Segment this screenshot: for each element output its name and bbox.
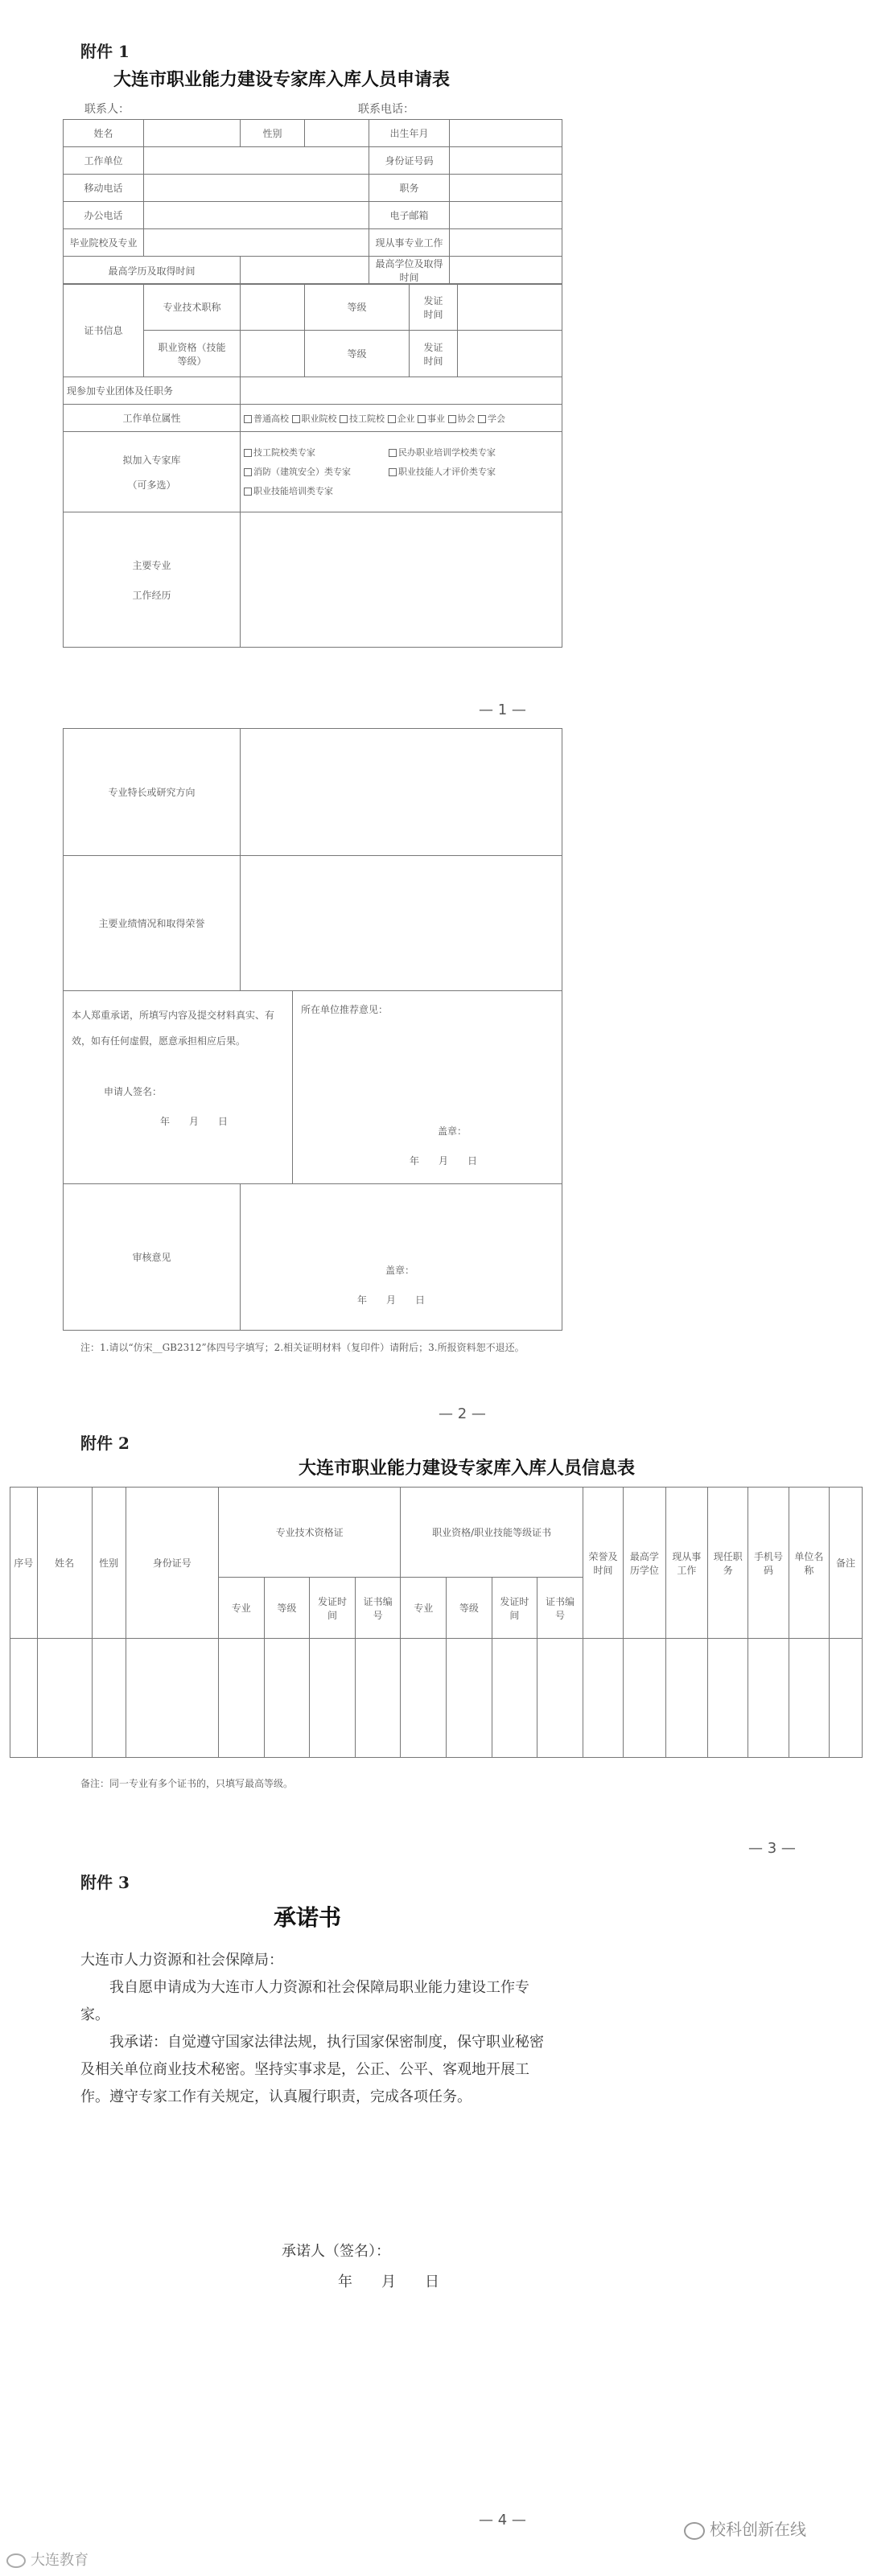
form-note: 注：1.请以“仿宋__GB2312”体四号字填写；2.相关证明材料（复印件）请附后；3.所报资料恕不退还。 xyxy=(80,1342,525,1353)
unit-option-4[interactable]: 企业 xyxy=(388,414,415,424)
birth-cell[interactable] xyxy=(450,120,562,147)
commitment-title: 承诺书 xyxy=(274,1904,342,1931)
employer-label: 工作单位 xyxy=(64,147,144,175)
issue-time-cell-2[interactable] xyxy=(458,331,562,377)
col-qual-issue: 发证时间 xyxy=(492,1578,537,1639)
page-number-2: — 2 — xyxy=(439,1405,486,1422)
achievement-label: 主要业绩情况和取得荣誉 xyxy=(64,856,241,991)
social-role-cell[interactable] xyxy=(241,377,562,405)
col-honor: 荣誉及时间 xyxy=(583,1488,623,1639)
qualification-label: 职业资格（技能 等级） xyxy=(144,331,241,377)
email-label: 电子邮箱 xyxy=(369,202,450,229)
table-row[interactable] xyxy=(10,1639,863,1758)
issue-time-label-2: 发证 时间 xyxy=(410,331,458,377)
wechat-icon xyxy=(684,2522,705,2540)
certificate-table xyxy=(63,283,562,648)
annex-2-label: 附件 2 xyxy=(80,1434,130,1453)
unit-type-options xyxy=(241,405,562,432)
annex-3-label: 附件 3 xyxy=(80,1873,130,1892)
col-name: 姓名 xyxy=(37,1488,92,1639)
col-qual-certno: 证书编号 xyxy=(537,1578,583,1639)
issue-time-label-1: 发证 时间 xyxy=(410,284,458,331)
signer-date: 年 月 日 xyxy=(338,2274,439,2290)
position-label: 职务 xyxy=(369,175,450,202)
social-role-label: 现参加专业团体及任职务 xyxy=(64,377,241,405)
issue-time-cell-1[interactable] xyxy=(458,284,562,331)
recommend-label: 所在单位推荐意见： xyxy=(301,1004,389,1015)
col-qual-cert: 职业资格/职业技能等级证书 xyxy=(401,1488,583,1578)
applicant-sign-label: 申请人签名： xyxy=(104,1086,163,1097)
col-tech-cert: 专业技术资格证 xyxy=(218,1488,400,1578)
unit-option-3[interactable]: 技工院校 xyxy=(340,414,385,424)
qualification-cell[interactable] xyxy=(241,331,305,377)
review-label: 审核意见 xyxy=(64,1184,241,1331)
gender-cell[interactable] xyxy=(305,120,369,147)
school-major-cell[interactable] xyxy=(144,229,369,257)
achievement-cell[interactable] xyxy=(241,856,562,991)
office-phone-label: 办公电话 xyxy=(64,202,144,229)
col-tech-issue: 发证时间 xyxy=(310,1578,356,1639)
col-position: 现任职务 xyxy=(708,1488,748,1639)
signer-label: 承诺人（签名）： xyxy=(282,2243,390,2260)
current-major-label: 现从事专业工作 xyxy=(369,229,450,257)
page-number-4: — 4 — xyxy=(479,2512,526,2529)
info-table xyxy=(10,1487,863,1758)
info-table-title: 大连市职业能力建设专家库入库人员信息表 xyxy=(298,1458,635,1479)
name-cell[interactable] xyxy=(144,120,241,147)
col-qual-grade: 等级 xyxy=(447,1578,492,1639)
review-cell[interactable] xyxy=(241,1184,562,1331)
commitment-para-1: 我自愿申请成为大连市人力资源和社会保障局职业能力建设工作专家。 xyxy=(80,1979,529,2023)
col-gender: 性别 xyxy=(92,1488,126,1639)
unit-option-6[interactable]: 协会 xyxy=(448,414,476,424)
col-current-work: 现从事工作 xyxy=(665,1488,707,1639)
join-option-3[interactable]: 消防（建筑安全）类专家 xyxy=(244,463,389,482)
application-form-continued xyxy=(63,728,562,1331)
col-tech-major: 专业 xyxy=(218,1578,264,1639)
unit-option-1[interactable]: 普通高校 xyxy=(244,414,289,424)
gender-label: 性别 xyxy=(241,120,305,147)
info-table-note: 备注：同一专业有多个证书的，只填写最高等级。 xyxy=(80,1778,294,1789)
unit-option-2[interactable]: 职业院校 xyxy=(292,414,337,424)
col-id: 身份证号 xyxy=(126,1488,218,1639)
mobile-cell[interactable] xyxy=(144,175,369,202)
join-option-2[interactable]: 民办职业培训学校类专家 xyxy=(389,447,496,458)
recommend-cell xyxy=(293,991,562,1184)
watermark-right: 校科创新在线 xyxy=(684,2516,806,2540)
degree-label: 最高学位及取得时间 xyxy=(369,257,450,285)
grade-label-1: 等级 xyxy=(305,284,410,331)
position-cell[interactable] xyxy=(450,175,562,202)
education-cell[interactable] xyxy=(241,257,369,285)
degree-cell[interactable] xyxy=(450,257,562,285)
annex-1-label: 附件 1 xyxy=(80,42,130,61)
id-number-label: 身份证号码 xyxy=(369,147,450,175)
contact-phone-label: 联系电话： xyxy=(358,103,414,116)
office-phone-cell[interactable] xyxy=(144,202,369,229)
specialty-label: 专业特长或研究方向 xyxy=(64,729,241,856)
pledge-cell xyxy=(64,991,293,1184)
recommend-seal-label: 盖章： xyxy=(438,1125,467,1137)
application-form-table xyxy=(63,119,562,285)
recommend-date: 年 月 日 xyxy=(410,1155,478,1167)
join-library-label: 拟加入专家库 （可多选） xyxy=(64,432,241,512)
education-label: 最高学历及取得时间 xyxy=(64,257,241,285)
col-qual-major: 专业 xyxy=(401,1578,447,1639)
grade-label-2: 等级 xyxy=(305,331,410,377)
col-tech-certno: 证书编号 xyxy=(355,1578,401,1639)
join-option-1[interactable]: 技工院校类专家 xyxy=(244,443,389,463)
applicant-date: 年 月 日 xyxy=(160,1116,229,1127)
page-number-3: — 3 — xyxy=(748,1840,796,1857)
specialty-cell[interactable] xyxy=(241,729,562,856)
employer-cell[interactable] xyxy=(144,147,369,175)
col-tech-grade: 等级 xyxy=(264,1578,310,1639)
birth-label: 出生年月 xyxy=(369,120,450,147)
commitment-para-2: 我承诺：自觉遵守国家法律法规，执行国家保密制度，保守职业秘密及相关单位商业技术秘密。坚持实事求是，公正、公平、客观地开展工作。遵守专家工作有关规定，认真履行职责，完成各项任务。 xyxy=(80,2034,544,2105)
email-cell[interactable] xyxy=(450,202,562,229)
col-education: 最高学历学位 xyxy=(624,1488,665,1639)
join-option-4[interactable]: 职业技能人才评价类专家 xyxy=(389,467,496,477)
tech-title-cell[interactable] xyxy=(241,284,305,331)
col-seq: 序号 xyxy=(10,1488,38,1639)
mobile-label: 移动电话 xyxy=(64,175,144,202)
school-major-label: 毕业院校及专业 xyxy=(64,229,144,257)
unit-option-5[interactable]: 事业 xyxy=(418,414,445,424)
commitment-salutation: 大连市人力资源和社会保障局： xyxy=(80,1952,283,1969)
col-remark: 备注 xyxy=(829,1488,862,1639)
unit-type-label: 工作单位属性 xyxy=(64,405,241,432)
id-number-cell[interactable] xyxy=(450,147,562,175)
review-date: 年 月 日 xyxy=(357,1294,426,1306)
experience-cell[interactable] xyxy=(241,512,562,648)
cert-info-label: 证书信息 xyxy=(64,284,144,377)
col-unit: 单位名称 xyxy=(789,1488,829,1639)
name-label: 姓名 xyxy=(64,120,144,147)
unit-option-7[interactable]: 学会 xyxy=(478,414,505,424)
contact-person-label: 联系人： xyxy=(84,103,130,116)
tech-title-label: 专业技术职称 xyxy=(144,284,241,331)
application-form-title: 大连市职业能力建设专家库入库人员申请表 xyxy=(113,69,450,90)
page-number-1: — 1 — xyxy=(479,702,526,718)
sina-logo-icon xyxy=(6,2553,26,2568)
review-seal-label: 盖章： xyxy=(385,1265,415,1276)
current-major-cell[interactable] xyxy=(450,229,562,257)
join-library-options xyxy=(241,432,562,512)
watermark-left: 大连教育 xyxy=(6,2549,89,2570)
col-phone: 手机号码 xyxy=(748,1488,789,1639)
experience-label: 主要专业 工作经历 xyxy=(64,512,241,648)
pledge-text: 本人郑重承诺，所填写内容及提交材料真实、有效，如有任何虚假，愿意承担相应后果。 xyxy=(72,1010,275,1047)
join-option-5[interactable]: 职业技能培训类专家 xyxy=(244,486,333,496)
